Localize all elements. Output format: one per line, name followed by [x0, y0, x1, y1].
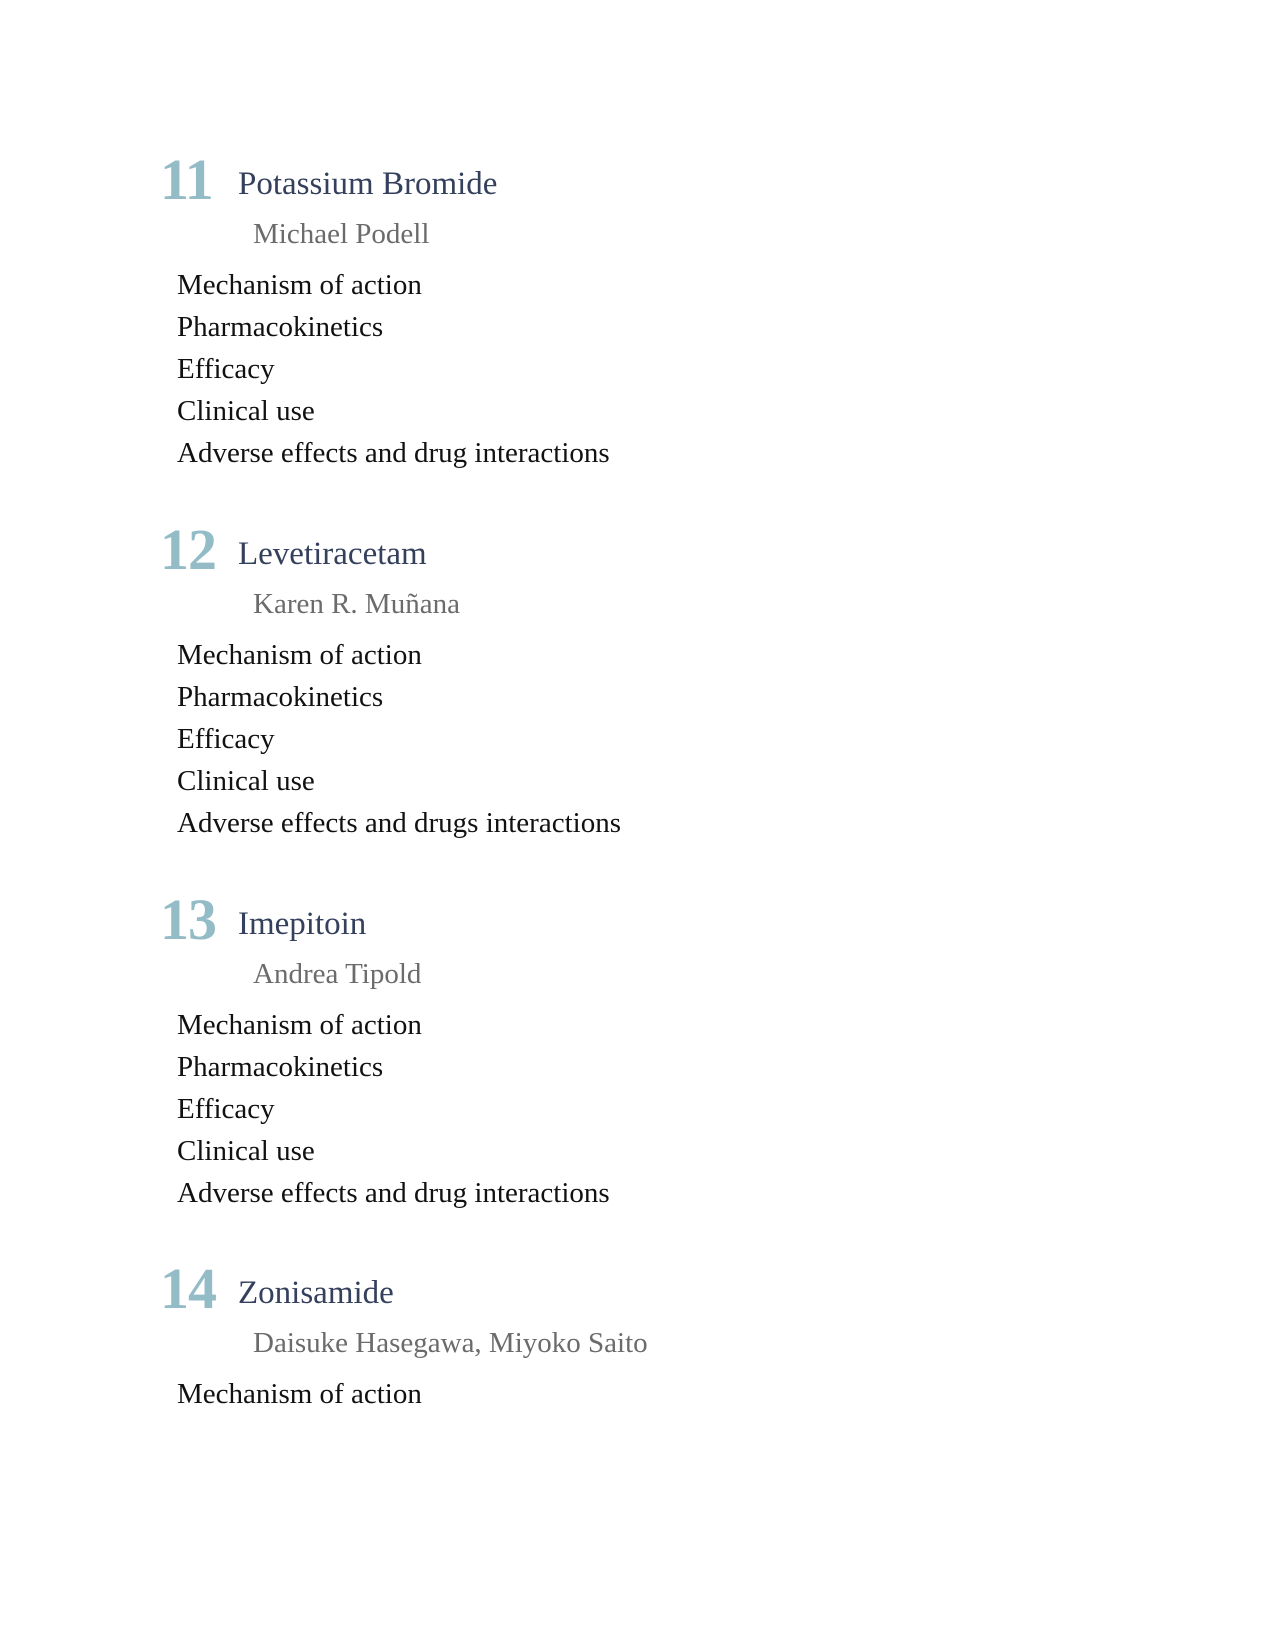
section-item[interactable]: Efficacy	[177, 1093, 275, 1125]
chapter-title[interactable]: Zonisamide	[238, 1275, 394, 1311]
section-item[interactable]: Clinical use	[177, 1135, 315, 1167]
section-list	[177, 1004, 1060, 1214]
chapter-number: 12	[160, 517, 216, 582]
chapter-11	[160, 148, 1060, 474]
chapter-title[interactable]: Levetiracetam	[238, 536, 427, 572]
section-item[interactable]: Mechanism of action	[177, 1009, 422, 1041]
chapter-author: Michael Podell	[253, 218, 430, 250]
chapter-title[interactable]: Imepitoin	[238, 906, 367, 942]
chapter-12	[160, 518, 1060, 844]
section-item[interactable]: Adverse effects and drugs interactions	[177, 807, 621, 839]
section-item[interactable]: Mechanism of action	[177, 269, 422, 301]
section-list	[177, 1373, 1060, 1415]
section-item[interactable]: Adverse effects and drug interactions	[177, 1177, 610, 1209]
chapter-author: Daisuke Hasegawa, Miyoko Saito	[253, 1327, 648, 1359]
section-item[interactable]: Clinical use	[177, 765, 315, 797]
chapter-author: Andrea Tipold	[253, 958, 422, 990]
chapter-number: 14	[160, 1256, 216, 1321]
chapter-author: Karen R. Muñana	[253, 588, 460, 620]
chapter-14	[160, 1257, 1060, 1415]
chapter-13	[160, 888, 1060, 1214]
section-item[interactable]: Mechanism of action	[177, 1378, 422, 1410]
section-list	[177, 264, 1060, 474]
section-item[interactable]: Pharmacokinetics	[177, 681, 384, 713]
section-item[interactable]: Efficacy	[177, 353, 275, 385]
section-item[interactable]: Mechanism of action	[177, 639, 422, 671]
section-item[interactable]: Pharmacokinetics	[177, 311, 384, 343]
chapter-header	[160, 518, 1060, 582]
chapter-title[interactable]: Potassium Bromide	[238, 166, 498, 202]
chapter-number: 13	[160, 887, 216, 952]
section-item[interactable]: Pharmacokinetics	[177, 1051, 384, 1083]
chapter-header	[160, 148, 1060, 212]
chapter-header	[160, 1257, 1060, 1321]
section-list	[177, 634, 1060, 844]
chapter-header	[160, 888, 1060, 952]
section-item[interactable]: Adverse effects and drug interactions	[177, 437, 610, 469]
chapter-number: 11	[160, 147, 213, 212]
section-item[interactable]: Clinical use	[177, 395, 315, 427]
section-item[interactable]: Efficacy	[177, 723, 275, 755]
